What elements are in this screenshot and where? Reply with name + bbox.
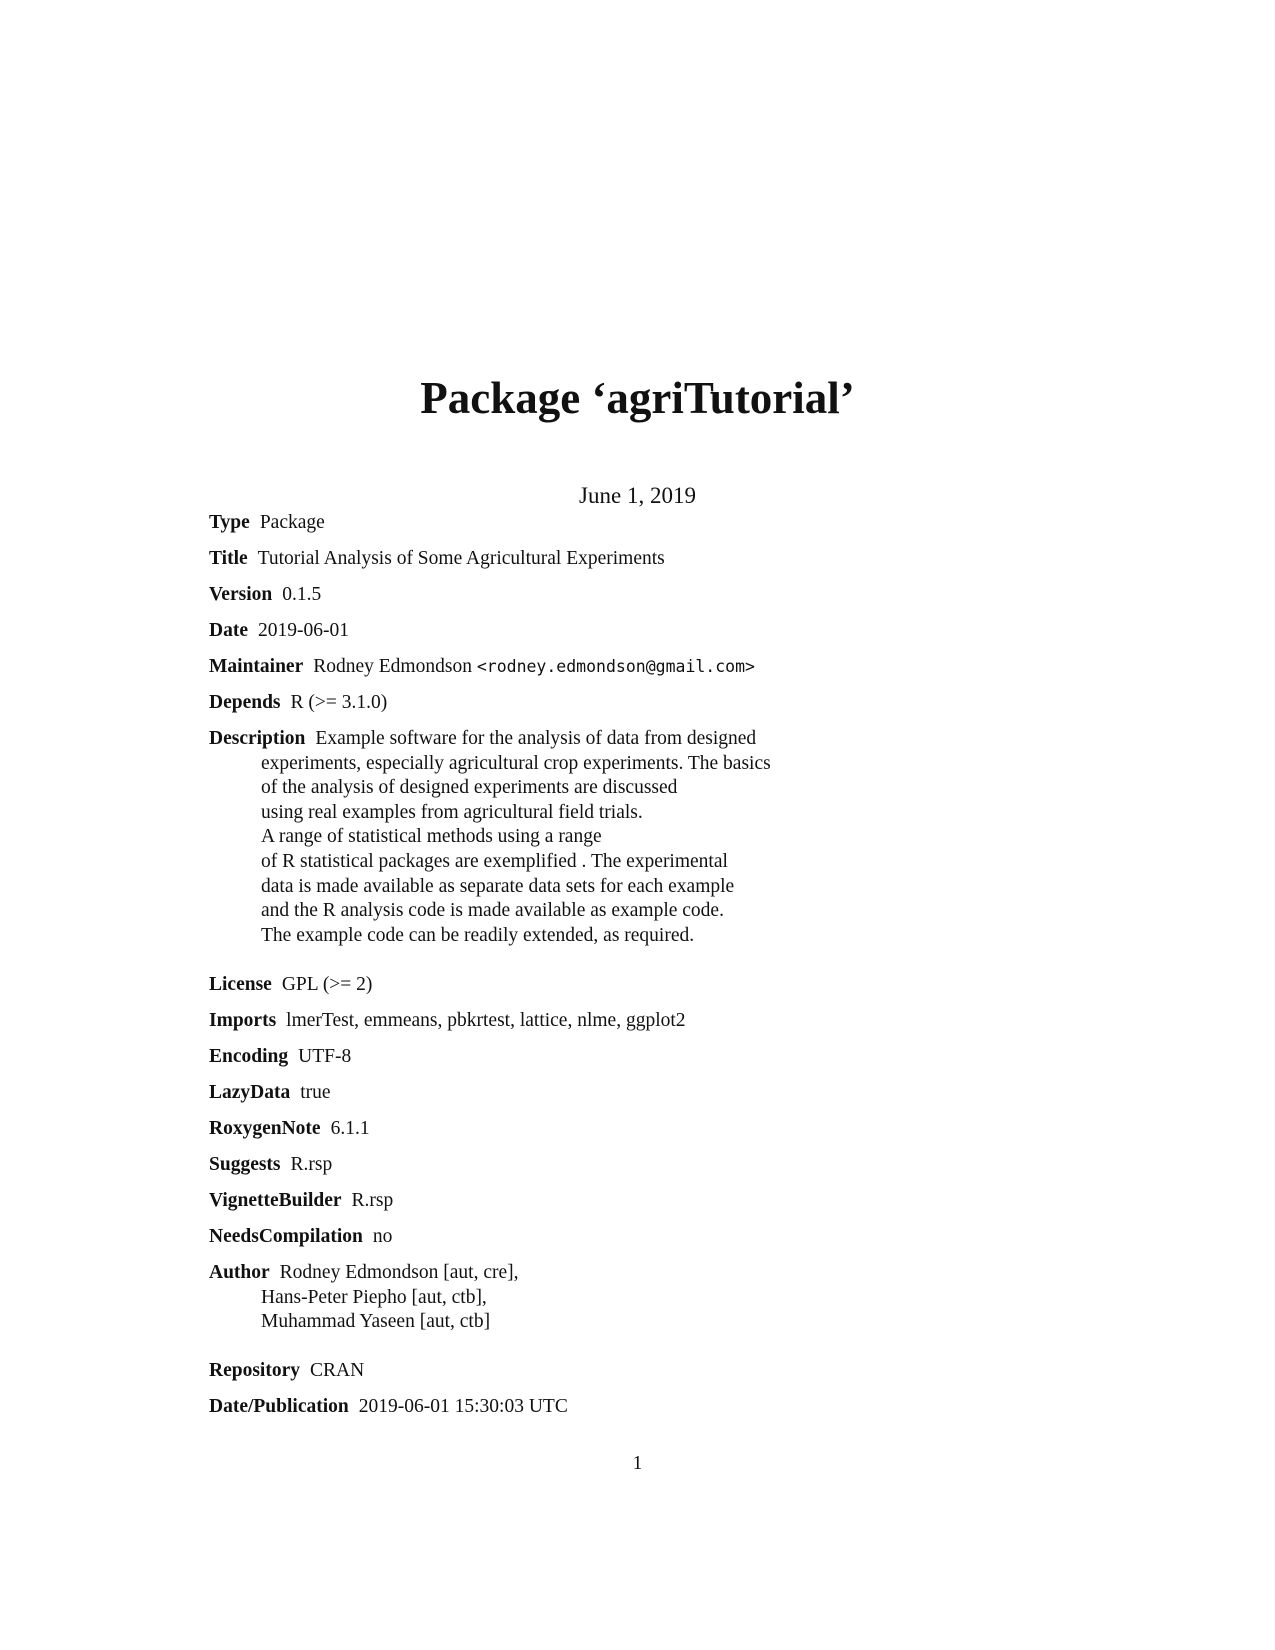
page-date: June 1, 2019 xyxy=(579,483,696,508)
field-value: lmerTest, emmeans, pbkrtest, lattice, nlme, ggplot2 xyxy=(286,1010,686,1031)
field-license xyxy=(209,973,1049,998)
field-vignettebuilder xyxy=(209,1189,1049,1214)
field-suggests xyxy=(209,1153,1049,1178)
field-type xyxy=(209,511,1049,536)
description-line: experiments, especially agricultural crop experiments. The basics xyxy=(261,752,771,774)
author-line: Muhammad Yaseen [aut, ctb] xyxy=(261,1311,491,1333)
field-key: Imports xyxy=(209,1010,277,1031)
field-imports xyxy=(209,1009,1049,1034)
field-key: LazyData xyxy=(209,1082,291,1103)
field-maintainer xyxy=(209,655,1049,680)
description-line: of R statistical packages are exemplified . The experimental xyxy=(261,850,728,872)
field-key: VignetteBuilder xyxy=(209,1190,342,1211)
field-key: Date xyxy=(209,620,248,641)
field-repository xyxy=(209,1359,1049,1384)
field-key: Author xyxy=(209,1262,270,1283)
field-value: no xyxy=(372,1226,393,1247)
field-value: 2019-06-01 15:30:03 UTC xyxy=(358,1396,568,1417)
field-key: Description xyxy=(209,728,306,749)
field-depends xyxy=(209,691,1049,716)
page-title: Package ‘agriTutorial’ xyxy=(420,373,855,423)
description-first-line: Example software for the analysis of data from designed xyxy=(315,728,757,749)
field-date xyxy=(209,619,1049,644)
description-line: A range of statistical methods using a range xyxy=(261,826,602,848)
field-lazydata xyxy=(209,1081,1049,1106)
field-key: Type xyxy=(209,512,250,533)
field-key: Version xyxy=(209,584,273,605)
description-line: data is made available as separate data sets for each example xyxy=(261,875,735,897)
author-line: Hans-Peter Piepho [aut, ctb], xyxy=(261,1286,487,1308)
field-key: Maintainer xyxy=(209,656,304,677)
field-key: Date/Publication xyxy=(209,1396,349,1417)
field-value: R.rsp xyxy=(351,1190,394,1211)
field-value: R (>= 3.1.0) xyxy=(290,692,388,713)
maintainer-email: <rodney.edmondson@gmail.com> xyxy=(476,657,755,676)
field-key: RoxygenNote xyxy=(209,1118,321,1139)
field-date-publication xyxy=(209,1395,1049,1420)
field-value: R.rsp xyxy=(290,1154,333,1175)
field-value: CRAN xyxy=(310,1360,365,1381)
field-value: GPL (>= 2) xyxy=(281,974,373,995)
field-roxygennote xyxy=(209,1117,1049,1142)
author-first-line: Rodney Edmondson [aut, cre], xyxy=(279,1262,519,1283)
field-key: Suggests xyxy=(209,1154,281,1175)
field-value: 6.1.1 xyxy=(330,1118,370,1139)
field-key: Repository xyxy=(209,1360,300,1381)
page-number: 1 xyxy=(632,1453,643,1474)
field-author xyxy=(209,1261,1049,1335)
field-version xyxy=(209,583,1049,608)
description-line: using real examples from agricultural field trials. xyxy=(261,801,643,823)
field-key: Depends xyxy=(209,692,281,713)
field-value: UTF-8 xyxy=(298,1046,352,1067)
field-key: Encoding xyxy=(209,1046,289,1067)
field-value: 2019-06-01 xyxy=(257,620,349,641)
field-value: Package xyxy=(259,512,325,533)
description-line: The example code can be readily extended, as required. xyxy=(261,924,695,946)
field-encoding xyxy=(209,1045,1049,1070)
field-value: Tutorial Analysis of Some Agricultural Experiments xyxy=(257,548,665,569)
field-description xyxy=(209,727,1049,948)
field-needscompilation xyxy=(209,1225,1049,1250)
field-key: Title xyxy=(209,548,248,569)
maintainer-name: Rodney Edmondson xyxy=(313,656,472,677)
field-value: 0.1.5 xyxy=(282,584,322,605)
field-key: License xyxy=(209,974,272,995)
description-line: and the R analysis code is made available as example code. xyxy=(261,900,724,922)
description-line: of the analysis of designed experiments are discussed xyxy=(261,777,678,799)
field-title xyxy=(209,547,1049,572)
field-value: true xyxy=(300,1082,331,1103)
field-key: NeedsCompilation xyxy=(209,1226,363,1247)
